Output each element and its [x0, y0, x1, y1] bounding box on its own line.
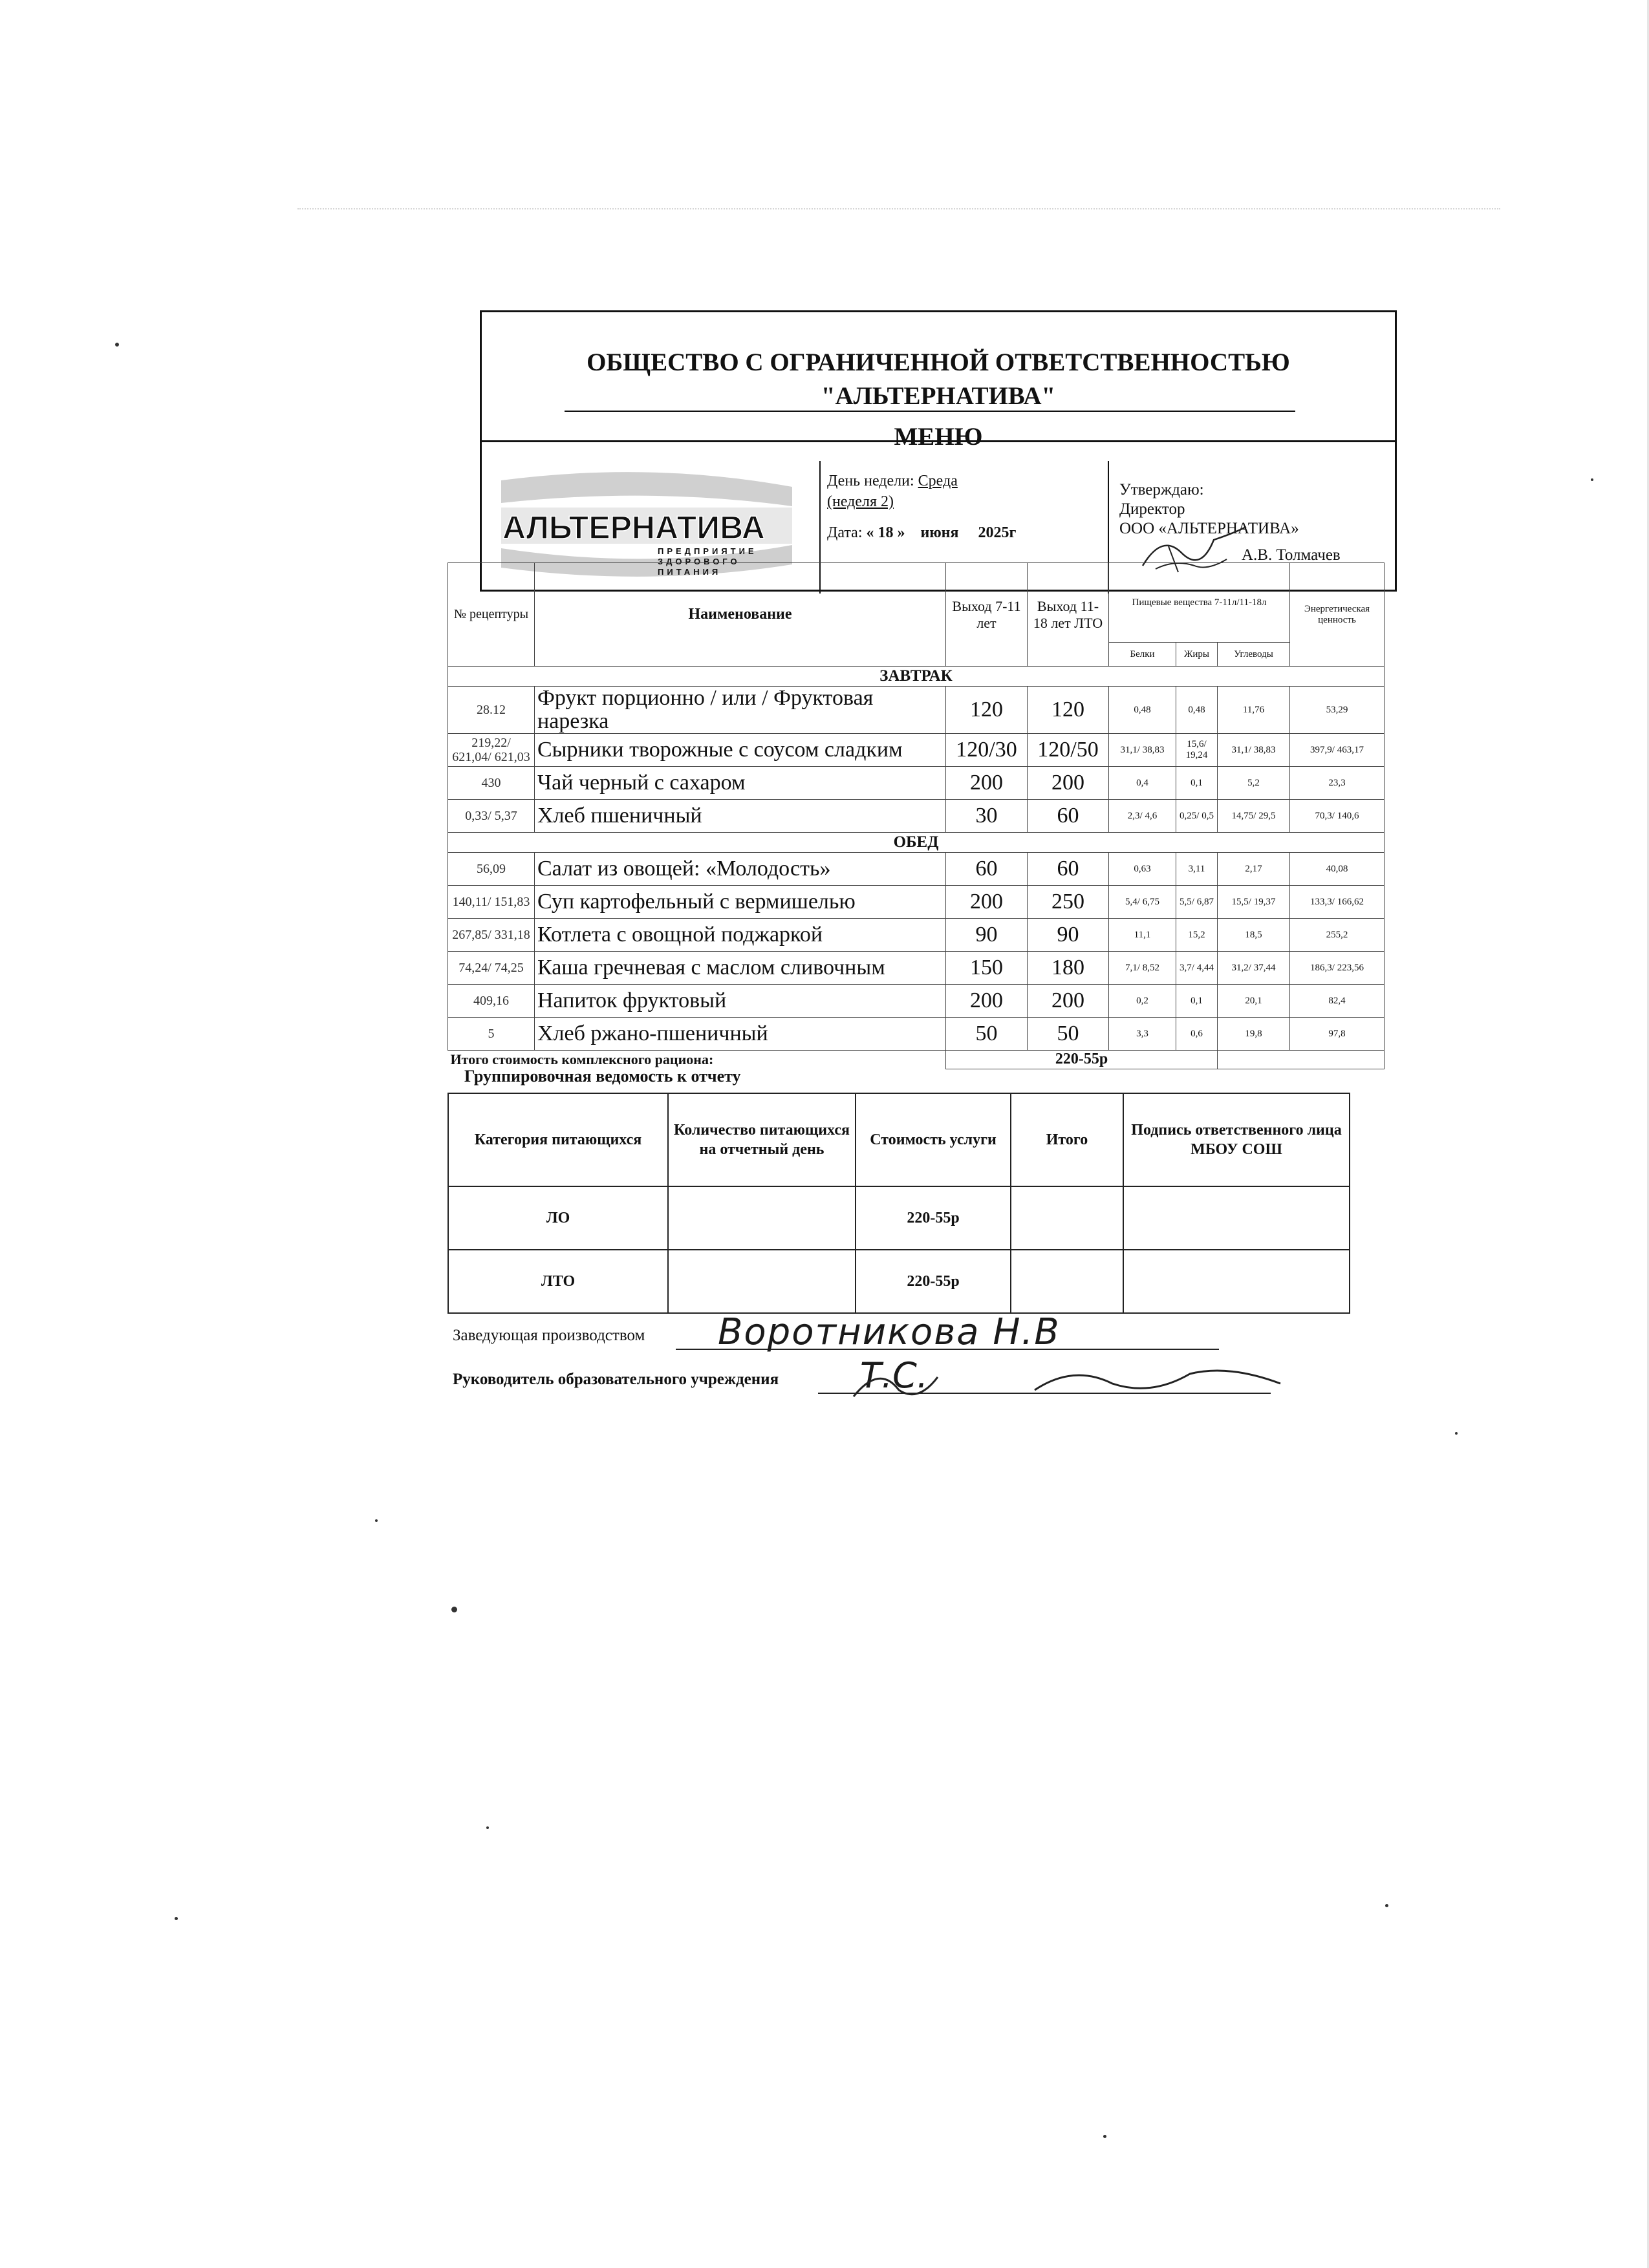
menu-header — [480, 310, 1397, 592]
menu-table-body — [448, 667, 1385, 1069]
output-7-11: 90 — [946, 919, 1028, 952]
protein-value: 2,3/ 4,6 — [1109, 800, 1176, 833]
energy-value: 255,2 — [1290, 919, 1385, 952]
output-7-11: 50 — [946, 1018, 1028, 1051]
column-header-output-11-18: Выход 11-18 лет ЛТО — [1028, 563, 1109, 667]
group-cell-signature — [1123, 1250, 1350, 1313]
carb-value: 18,5 — [1218, 919, 1290, 952]
scan-speck — [375, 1519, 378, 1522]
scan-speck — [486, 1826, 489, 1829]
column-header-recipe: № рецептуры — [448, 563, 535, 667]
group-col-category: Категория питающихся — [448, 1093, 668, 1186]
energy-value: 82,4 — [1290, 985, 1385, 1018]
dish-name: Фрукт порционно / или / Фруктовая нарезка — [535, 687, 946, 734]
output-11-18: 200 — [1028, 985, 1109, 1018]
output-7-11: 60 — [946, 853, 1028, 886]
output-11-18: 60 — [1028, 800, 1109, 833]
fat-value: 3,7/ 4,44 — [1176, 952, 1218, 985]
section-title-lunch: ОБЕД — [448, 833, 1385, 853]
fat-value: 15,6/ 19,24 — [1176, 734, 1218, 767]
recipe-number: 430 — [448, 767, 535, 800]
column-header-energy: Энергетическая ценность — [1290, 563, 1385, 667]
dish-name: Котлета с овощной поджаркой — [535, 919, 946, 952]
head-label: Руководитель образовательного учреждения — [453, 1371, 779, 1388]
dish-name: Напиток фруктовый — [535, 985, 946, 1018]
group-col-signature: Подпись ответственного лица МБОУ СОШ — [1123, 1093, 1350, 1186]
group-col-cost: Стоимость услуги — [856, 1093, 1011, 1186]
logo-tagline-2: ЗДОРОВОГО — [658, 557, 740, 566]
head-signature-strokes — [841, 1358, 1306, 1409]
group-col-count: Количество питающихся на отчетный день — [668, 1093, 856, 1186]
group-cell-cost: 220-55р — [856, 1250, 1011, 1313]
date-label: Дата: — [827, 524, 863, 541]
carb-value: 14,75/ 29,5 — [1218, 800, 1290, 833]
energy-value: 133,3/ 166,62 — [1290, 886, 1385, 919]
weekday-label: День недели: — [827, 473, 914, 489]
menu-row — [448, 919, 1385, 952]
carb-value: 31,1/ 38,83 — [1218, 734, 1290, 767]
scan-speck — [175, 1917, 178, 1920]
group-table — [447, 1093, 1350, 1314]
group-cell-signature — [1123, 1186, 1350, 1250]
total-label: Итого стоимость комплексного рациона: — [450, 1051, 714, 1067]
output-7-11: 200 — [946, 985, 1028, 1018]
recipe-number: 409,16 — [448, 985, 535, 1018]
scan-speck — [1103, 2135, 1106, 2138]
protein-value: 0,4 — [1109, 767, 1176, 800]
recipe-number: 56,09 — [448, 853, 535, 886]
group-cell-total — [1011, 1186, 1123, 1250]
date-year: 2025г — [978, 524, 1017, 541]
scan-artifact-line — [297, 208, 1500, 209]
total-row — [448, 1051, 1385, 1069]
dish-name: Суп картофельный с вермишелью — [535, 886, 946, 919]
output-7-11: 30 — [946, 800, 1028, 833]
total-value: 220-55р — [946, 1051, 1218, 1069]
energy-value: 53,29 — [1290, 687, 1385, 734]
manager-signature — [718, 1311, 1061, 1353]
menu-row — [448, 687, 1385, 734]
output-7-11: 200 — [946, 886, 1028, 919]
group-cell-category: ЛТО — [448, 1250, 668, 1313]
manager-label: Заведующая производством — [453, 1327, 645, 1344]
fat-value: 0,1 — [1176, 767, 1218, 800]
carb-value: 2,17 — [1218, 853, 1290, 886]
column-header-name: Наименование — [535, 563, 946, 667]
recipe-number: 0,33/ 5,37 — [448, 800, 535, 833]
energy-value: 186,3/ 223,56 — [1290, 952, 1385, 985]
logo-tagline-3: ПИТАНИЯ — [658, 567, 722, 577]
energy-value: 40,08 — [1290, 853, 1385, 886]
energy-value: 97,8 — [1290, 1018, 1385, 1051]
weekday-value: Среда — [918, 473, 958, 489]
group-cell-category: ЛО — [448, 1186, 668, 1250]
carb-value: 5,2 — [1218, 767, 1290, 800]
week-number: (неделя 2) — [827, 493, 894, 510]
menu-table — [447, 562, 1385, 1069]
output-7-11: 150 — [946, 952, 1028, 985]
carb-value: 15,5/ 19,37 — [1218, 886, 1290, 919]
menu-row — [448, 886, 1385, 919]
group-cell-total — [1011, 1250, 1123, 1313]
protein-value: 5,4/ 6,75 — [1109, 886, 1176, 919]
total-empty — [1218, 1051, 1385, 1069]
menu-row — [448, 800, 1385, 833]
menu-row — [448, 985, 1385, 1018]
energy-value: 23,3 — [1290, 767, 1385, 800]
fat-value: 0,6 — [1176, 1018, 1218, 1051]
manager-signature-text: Воротникова Н.В — [718, 1311, 1061, 1353]
output-7-11: 120 — [946, 687, 1028, 734]
carb-value: 19,8 — [1218, 1018, 1290, 1051]
organization-name — [482, 346, 1395, 413]
output-11-18: 200 — [1028, 767, 1109, 800]
scan-speck — [1385, 1904, 1388, 1907]
group-row — [448, 1250, 1350, 1313]
fat-value: 0,1 — [1176, 985, 1218, 1018]
dish-name: Чай черный с сахаром — [535, 767, 946, 800]
output-11-18: 60 — [1028, 853, 1109, 886]
output-11-18: 180 — [1028, 952, 1109, 985]
column-header-protein: Белки — [1109, 643, 1176, 667]
logo-wordmark: АЛЬТЕРНАТИВА — [502, 509, 765, 546]
divider — [565, 411, 1295, 412]
dish-name: Хлеб пшеничный — [535, 800, 946, 833]
org-line-1: ОБЩЕСТВО С ОГРАНИЧЕННОЙ ОТВЕТСТВЕННОСТЬЮ — [587, 348, 1290, 376]
menu-row — [448, 767, 1385, 800]
recipe-number: 74,24/ 74,25 — [448, 952, 535, 985]
date-day: « 18 » — [866, 524, 905, 541]
protein-value: 31,1/ 38,83 — [1109, 734, 1176, 767]
dish-name: Каша гречневая с маслом сливочным — [535, 952, 946, 985]
output-11-18: 120/50 — [1028, 734, 1109, 767]
scan-speck — [115, 343, 119, 347]
fat-value: 3,11 — [1176, 853, 1218, 886]
recipe-number: 219,22/ 621,04/ 621,03 — [448, 734, 535, 767]
fat-value: 0,48 — [1176, 687, 1218, 734]
menu-date — [827, 524, 1016, 542]
fat-value: 5,5/ 6,87 — [1176, 886, 1218, 919]
output-11-18: 90 — [1028, 919, 1109, 952]
output-11-18: 50 — [1028, 1018, 1109, 1051]
column-header-nutrients: Пищевые вещества 7-11л/11-18л — [1109, 563, 1290, 643]
org-line-2: "АЛЬТЕРНАТИВА" — [821, 382, 1056, 410]
scan-speck — [1455, 1432, 1458, 1435]
group-title: Группировочная ведомость к отчету — [464, 1067, 741, 1086]
energy-value: 70,3/ 140,6 — [1290, 800, 1385, 833]
head-signature-text: Т.С. — [860, 1355, 929, 1396]
group-row — [448, 1186, 1350, 1250]
section-title-breakfast: ЗАВТРАК — [448, 667, 1385, 687]
weekday-info — [827, 471, 958, 512]
scan-speck — [1591, 478, 1593, 481]
column-header-output-7-11: Выход 7-11 лет — [946, 563, 1028, 667]
section-row-lunch — [448, 833, 1385, 853]
dish-name: Сырники творожные с соусом сладким — [535, 734, 946, 767]
logo-tagline-1: ПРЕДПРИЯТИЕ — [658, 546, 757, 556]
approval-role: Директор — [1119, 500, 1185, 518]
protein-value: 11,1 — [1109, 919, 1176, 952]
output-7-11: 120/30 — [946, 734, 1028, 767]
dish-name: Салат из овощей: «Молодость» — [535, 853, 946, 886]
protein-value: 0,48 — [1109, 687, 1176, 734]
group-col-total: Итого — [1011, 1093, 1123, 1186]
column-header-carbs: Углеводы — [1218, 643, 1290, 667]
menu-title: МЕНЮ — [894, 423, 983, 451]
carb-value: 11,76 — [1218, 687, 1290, 734]
output-11-18: 120 — [1028, 687, 1109, 734]
output-7-11: 200 — [946, 767, 1028, 800]
recipe-number: 28.12 — [448, 687, 535, 734]
section-row-breakfast — [448, 667, 1385, 687]
protein-value: 0,2 — [1109, 985, 1176, 1018]
fat-value: 15,2 — [1176, 919, 1218, 952]
group-header-row — [448, 1093, 1350, 1186]
group-cell-cost: 220-55р — [856, 1186, 1011, 1250]
approval-label: Утверждаю: — [1119, 481, 1204, 498]
scan-speck — [451, 1607, 457, 1612]
group-cell-count — [668, 1250, 856, 1313]
energy-value: 397,9/ 463,17 — [1290, 734, 1385, 767]
output-11-18: 250 — [1028, 886, 1109, 919]
column-header-fat: Жиры — [1176, 643, 1218, 667]
protein-value: 3,3 — [1109, 1018, 1176, 1051]
recipe-number: 267,85/ 331,18 — [448, 919, 535, 952]
fat-value: 0,25/ 0,5 — [1176, 800, 1218, 833]
date-month: июня — [920, 524, 959, 541]
recipe-number: 5 — [448, 1018, 535, 1051]
carb-value: 20,1 — [1218, 985, 1290, 1018]
divider — [482, 440, 1395, 442]
menu-row — [448, 853, 1385, 886]
menu-row — [448, 952, 1385, 985]
group-cell-count — [668, 1186, 856, 1250]
dish-name: Хлеб ржано-пшеничный — [535, 1018, 946, 1051]
carb-value: 31,2/ 37,44 — [1218, 952, 1290, 985]
recipe-number: 140,11/ 151,83 — [448, 886, 535, 919]
approval-name: А.В. Толмачев — [1242, 546, 1341, 564]
protein-value: 0,63 — [1109, 853, 1176, 886]
menu-row — [448, 734, 1385, 767]
menu-row — [448, 1018, 1385, 1051]
approval-org: ООО «АЛЬТЕРНАТИВА» — [1119, 520, 1299, 537]
protein-value: 7,1/ 8,52 — [1109, 952, 1176, 985]
